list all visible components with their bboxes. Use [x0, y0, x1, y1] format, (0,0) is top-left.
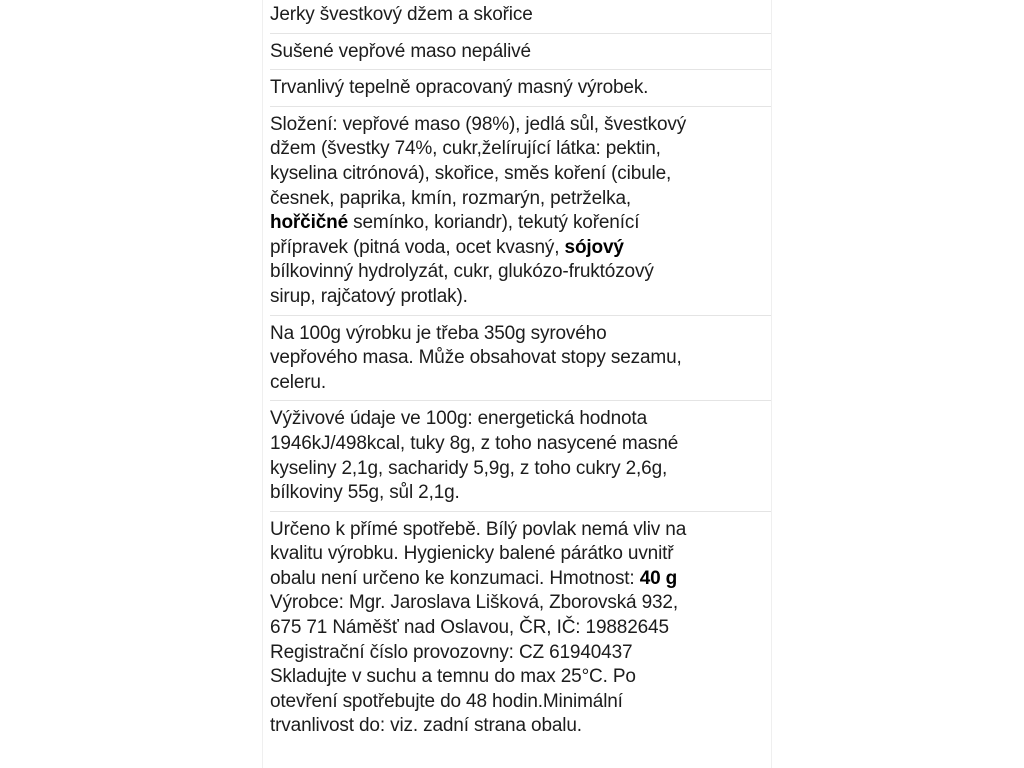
allergen-mustard: hořčičné — [270, 212, 348, 234]
ingredients-line: kyselina citrónová), skořice, směs koření (cibule, — [270, 162, 672, 184]
ingredients-line: bílkovinný hydrolyzát, cukr, glukózo-fruktózový — [270, 261, 654, 283]
manufacturer-line: Výrobce: Mgr. Jaroslava Lišková, Zborovská 932, — [270, 592, 678, 614]
registration-number: Registrační číslo provozovny: CZ 61940437 — [270, 641, 633, 663]
net-weight: 40 g — [639, 567, 678, 589]
usage-line: kvalitu výrobku. Hygienicky balené párátko uvnitř — [270, 543, 674, 565]
product-subtitle-block — [270, 34, 771, 71]
ingredients-line: Složení: vepřové maso (98%), jedlá sůl, švestkový — [270, 113, 687, 135]
product-subtitle: Sušené vepřové maso nepálivé — [270, 40, 531, 62]
meat-info-line: Na 100g výrobku je třeba 350g syrového — [270, 322, 607, 344]
allergen-soy: sójový — [564, 236, 624, 258]
ingredients-text: přípravek (pitná voda, ocet kvasný, — [270, 236, 565, 258]
usage-line — [270, 567, 769, 592]
usage-line: Určeno k přímé spotřebě. Bílý povlak nemá vliv na — [270, 518, 687, 540]
product-title-block — [270, 0, 771, 34]
product-label — [262, 0, 772, 768]
storage-line: otevření spotřebujte do 48 hodin.Minimální — [270, 690, 623, 712]
usage-text: obalu není určeno ke konzumaci. Hmotnost: — [270, 567, 640, 589]
nutrition-line: 1946kJ/498kcal, tuky 8g, z toho nasycené masné — [270, 432, 679, 454]
ingredients-line: džem (švestky 74%, cukr,želírující látka: pektin, — [270, 138, 661, 160]
ingredients-line — [270, 211, 769, 236]
usage-block — [270, 512, 771, 744]
meat-info-line: vepřového masa. Může obsahovat stopy sezamu, — [270, 347, 682, 369]
nutrition-block — [270, 401, 771, 511]
meat-info-line: celeru. — [270, 371, 326, 393]
shelf-life-line: trvanlivost do: viz. zadní strana obalu. — [270, 715, 582, 737]
manufacturer-address: 675 71 Náměšť nad Oslavou, ČR, IČ: 19882645 — [270, 617, 669, 639]
ingredients-line — [270, 236, 769, 261]
meat-info-block — [270, 316, 771, 402]
nutrition-line: Výživové údaje ve 100g: energetická hodnota — [270, 408, 647, 430]
nutrition-line: kyseliny 2,1g, sacharidy 5,9g, z toho cukry 2,6g, — [270, 457, 668, 479]
ingredients-line: sirup, rajčatový protlak). — [270, 285, 468, 307]
nutrition-line: bílkoviny 55g, sůl 2,1g. — [270, 482, 460, 504]
product-category: Trvanlivý tepelně opracovaný masný výrobek. — [270, 77, 649, 99]
storage-line: Skladujte v suchu a temnu do max 25°C. Po — [270, 666, 636, 688]
ingredients-text: semínko, koriandr), tekutý kořenící — [348, 212, 640, 234]
ingredients-block — [270, 107, 771, 316]
product-category-block — [270, 70, 771, 107]
ingredients-line: česnek, paprika, kmín, rozmarýn, petrželka, — [270, 187, 632, 209]
product-title: Jerky švestkový džem a skořice — [270, 4, 533, 25]
